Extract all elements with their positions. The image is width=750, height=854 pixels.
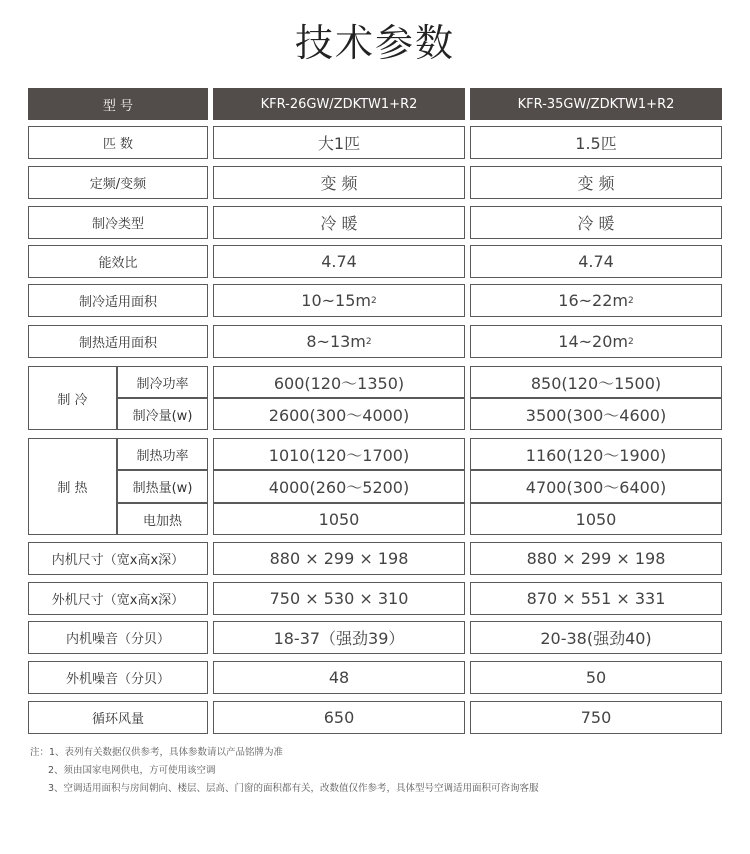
cooling-capacity-b: 3500(300～4600) (470, 398, 722, 430)
heat-area-b-value: 14~20m (558, 332, 628, 351)
row-freq-type-label: 定频/变频 (28, 166, 208, 199)
cooling-group-label: 制 冷 (28, 366, 117, 430)
row-indoor-size-a: 880 × 299 × 198 (213, 542, 465, 575)
row-heat-area-b (470, 325, 722, 358)
row-cooling-type-b: 冷 暖 (470, 206, 722, 239)
row-efficiency-b: 4.74 (470, 245, 722, 278)
cooling-capacity-a: 2600(300～4000) (213, 398, 465, 430)
row-horsepower-a: 大1匹 (213, 126, 465, 159)
note-1-text: 1、表列有关数据仅供参考，具体参数请以产品铭牌为准 (49, 747, 284, 758)
cooling-power-b: 850(120～1500) (470, 366, 722, 398)
note-1 (30, 744, 730, 762)
row-cool-area-a (213, 284, 465, 317)
row-horsepower-b: 1.5匹 (470, 126, 722, 159)
note-2: 2、须由国家电网供电，方可使用该空调 (48, 765, 216, 776)
heating-capacity-b: 4700(300～6400) (470, 470, 722, 503)
row-indoor-size-b: 880 × 299 × 198 (470, 542, 722, 575)
row-indoor-size-label: 内机尺寸（宽x高x深） (28, 542, 208, 575)
row-heat-area-a (213, 325, 465, 358)
electric-heat-label: 电加热 (117, 503, 208, 535)
row-outdoor-noise-b: 50 (470, 661, 722, 694)
row-airflow-b: 750 (470, 701, 722, 734)
header-model-a: KFR-26GW/ZDKTW1+R2 (213, 88, 465, 120)
cooling-power-label: 制冷功率 (117, 366, 208, 398)
row-airflow-a: 650 (213, 701, 465, 734)
heating-power-label: 制热功率 (117, 438, 208, 470)
cooling-capacity-label: 制冷量(w) (117, 398, 208, 430)
electric-heat-b: 1050 (470, 503, 722, 535)
heating-capacity-a: 4000(260～5200) (213, 470, 465, 503)
header-model-label: 型 号 (28, 88, 208, 120)
row-cooling-type-a: 冷 暖 (213, 206, 465, 239)
electric-heat-a: 1050 (213, 503, 465, 535)
heating-power-a: 1010(120～1700) (213, 438, 465, 470)
notes-prefix: 注： (30, 747, 50, 758)
row-outdoor-size-b: 870 × 551 × 331 (470, 582, 722, 615)
heating-capacity-label: 制热量(w) (117, 470, 208, 503)
header-model-b: KFR-35GW/ZDKTW1+R2 (470, 88, 722, 120)
row-indoor-noise-b: 20-38(强劲40) (470, 621, 722, 654)
row-efficiency-a: 4.74 (213, 245, 465, 278)
row-airflow-label: 循环风量 (28, 701, 208, 734)
row-cool-area-b (470, 284, 722, 317)
row-heat-area-label: 制热适用面积 (28, 325, 208, 358)
heating-group-label: 制 热 (28, 438, 117, 535)
row-indoor-noise-a: 18-37（强劲39） (213, 621, 465, 654)
row-cool-area-label: 制冷适用面积 (28, 284, 208, 317)
cooling-power-a: 600(120～1350) (213, 366, 465, 398)
row-indoor-noise-label: 内机噪音（分贝） (28, 621, 208, 654)
row-outdoor-size-label: 外机尺寸（宽x高x深） (28, 582, 208, 615)
cool-area-a-unit-sup: 2 (370, 295, 377, 306)
cool-area-a-value: 10~15m (301, 291, 371, 310)
row-freq-type-a: 变 频 (213, 166, 465, 199)
row-cooling-type-label: 制冷类型 (28, 206, 208, 239)
row-freq-type-b: 变 频 (470, 166, 722, 199)
note-3: 3、空调适用面积与房间朝向、楼层、层高、门窗的面积都有关，改数值仅作参考，具体型号空调适用面积可咨询客服 (48, 783, 539, 794)
page-title: 技术参数 (294, 21, 455, 65)
row-outdoor-noise-label: 外机噪音（分贝） (28, 661, 208, 694)
row-outdoor-noise-a: 48 (213, 661, 465, 694)
heat-area-a-value: 8~13m (306, 332, 366, 351)
row-efficiency-label: 能效比 (28, 245, 208, 278)
cool-area-b-value: 16~22m (558, 291, 628, 310)
row-outdoor-size-a: 750 × 530 × 310 (213, 582, 465, 615)
cool-area-b-unit-sup: 2 (627, 295, 634, 306)
heat-area-a-unit-sup: 2 (365, 336, 372, 347)
heating-power-b: 1160(120～1900) (470, 438, 722, 470)
heat-area-b-unit-sup: 2 (627, 336, 634, 347)
row-horsepower-label: 匹 数 (28, 126, 208, 159)
notes (30, 744, 730, 798)
